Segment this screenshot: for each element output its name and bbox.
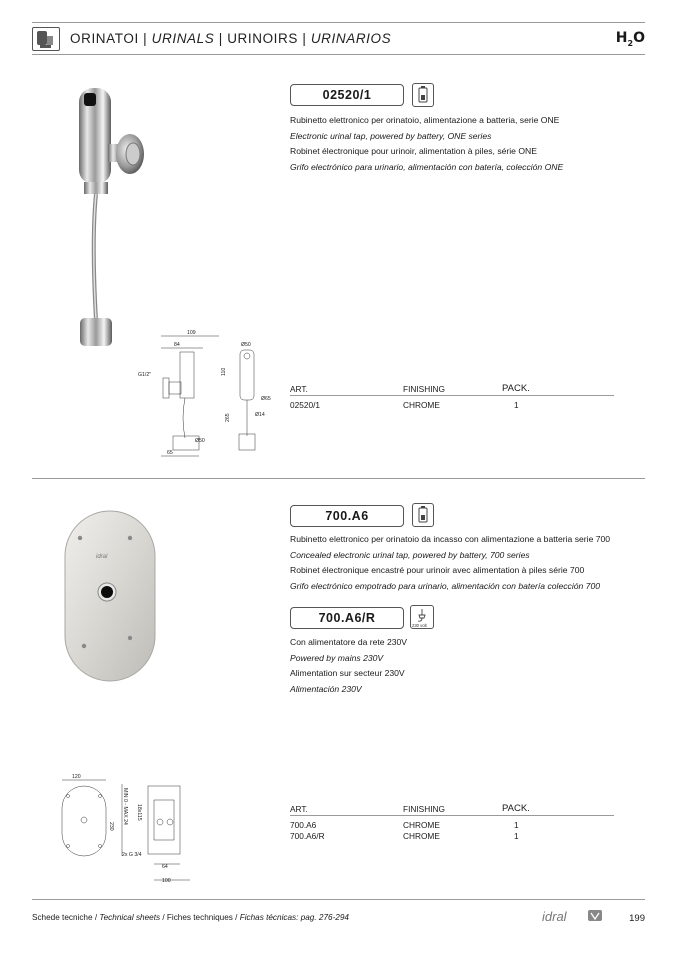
product-code-700-a6-r: 700.A6/R — [290, 607, 404, 629]
mains-power-icon — [410, 605, 434, 629]
svg-text:120: 120 — [72, 774, 81, 780]
svg-text:Ø50: Ø50 — [195, 438, 205, 444]
product-02520-descriptions: Rubinetto elettronico per orinatoio, alimentazione a batteria, serie ONE Electronic urinal tap, powered by battery, ONE series Robinet électronique pour urinoir, alimentation à piles, série ONE Grifo electrónico para urinario, alimentación con batería, colección ONE — [290, 115, 564, 172]
svg-text:G1/2": G1/2" — [138, 372, 152, 378]
product-02520-photo — [70, 84, 160, 352]
footer-technical-sheets-ref: Schede tecniche / Technical sheets / Fiches techniques / Fichas técnicas: pag. 276-294 — [32, 913, 349, 922]
svg-text:2x G 3/4: 2x G 3/4 — [122, 852, 142, 858]
page-number: 199 — [629, 913, 645, 924]
battery-power-icon — [412, 83, 434, 107]
svg-text:Ø65: Ø65 — [261, 396, 271, 402]
product-700-a6-r-descriptions: Con alimentatore da rete 230V Powered by mains 230V Alimentation sur secteur 230V Alimentación 230V — [290, 637, 408, 694]
battery-power-icon — [412, 503, 434, 527]
table-header: ART. FINISHING PACK. — [290, 804, 614, 816]
product-700-a6-descriptions: Rubinetto elettronico per orinatoio da incasso con alimentazione a batteria serie 700 Concealed electronic urinal tap, powered by battery, 700 series Robinet électronique encastré pour urinoir avec alimentation à piles série 700 Grifo electrónico empotrado para urinario, alimentación con batería colección 700 — [290, 534, 611, 591]
product-code-700-a6: 700.A6 — [290, 505, 404, 527]
svg-text:84: 84 — [174, 342, 180, 348]
footer-rule — [32, 899, 645, 900]
page-title: ORINATOI | URINALS | URINOIRS | URINARIOS — [70, 31, 392, 46]
svg-text:265: 265 — [225, 413, 231, 422]
svg-text:idral: idral — [96, 554, 108, 560]
product-700-a6-technical-drawing — [50, 772, 200, 886]
table-row: 700.A6 CHROME 1 — [290, 820, 519, 830]
product-700-a6-plate-photo — [62, 508, 158, 684]
product-code-02520-1: 02520/1 — [290, 84, 404, 106]
svg-text:109: 109 — [187, 330, 196, 336]
svg-text:MIN 0 - MAX 24: MIN 0 - MAX 24 — [122, 788, 128, 825]
svg-text:Ø50: Ø50 — [241, 342, 251, 348]
svg-text:idral: idral — [542, 909, 567, 924]
svg-text:110: 110 — [221, 367, 227, 376]
svg-text:Ø14: Ø14 — [255, 412, 265, 418]
svg-text:100: 100 — [162, 878, 171, 884]
product-02520-technical-drawing — [133, 328, 283, 460]
section-divider — [32, 478, 645, 479]
header-bottom-rule — [32, 54, 645, 55]
idral-logo — [540, 906, 606, 928]
table-row: 700.A6/R CHROME 1 — [290, 831, 519, 841]
svg-text:64: 64 — [162, 864, 168, 870]
svg-text:65: 65 — [167, 450, 173, 456]
product-700-a6-table — [290, 804, 614, 842]
urinal-category-icon — [32, 27, 60, 51]
svg-text:230 volt: 230 volt — [412, 623, 427, 628]
svg-text:230: 230 — [108, 822, 114, 831]
table-header: ART. FINISHING PACK. — [290, 384, 614, 396]
table-row: 02520/1 CHROME 1 — [290, 400, 519, 410]
h2o-brand-mark: $H_2O$ — [615, 30, 645, 48]
header-top-rule — [32, 22, 645, 23]
product-02520-table — [290, 384, 614, 411]
svg-text:18x115: 18x115 — [136, 804, 142, 821]
